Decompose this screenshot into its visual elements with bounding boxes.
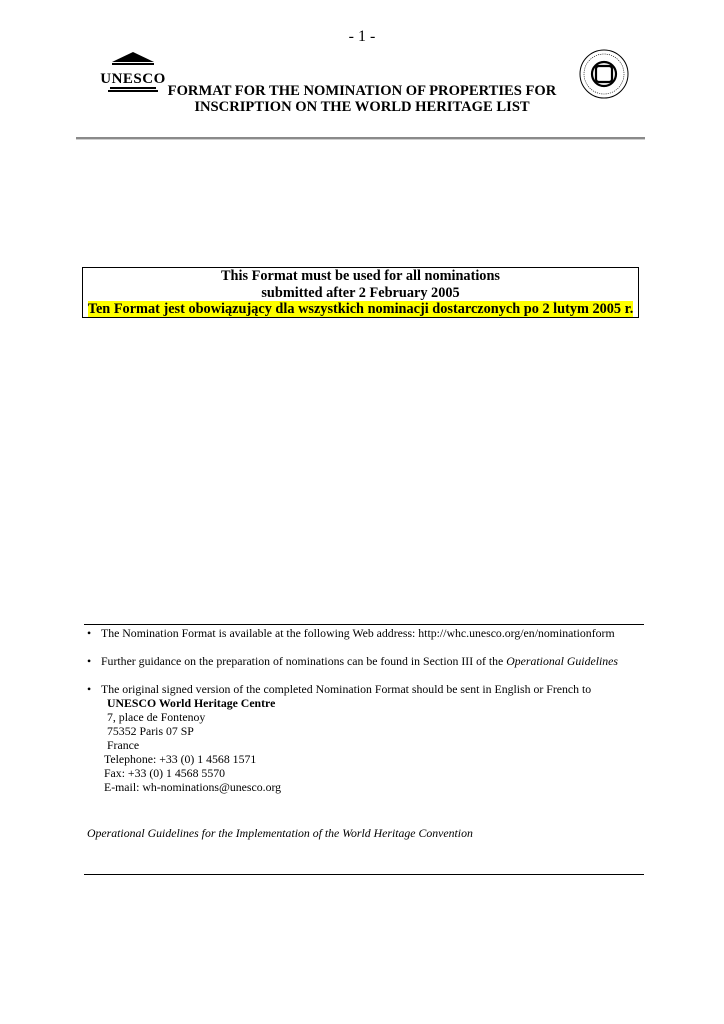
document-title [120, 83, 604, 115]
address-fax: Fax: +33 (0) 1 4568 5570 [104, 766, 226, 780]
header-divider [76, 137, 645, 139]
address-email: E-mail: wh-nominations@unesco.org [104, 780, 282, 794]
notice-line-2: submitted after 2 February 2005 [261, 284, 460, 301]
title-line-2: INSCRIPTION ON THE WORLD HERITAGE LIST [194, 99, 530, 115]
address-street: 7, place de Fontenoy [107, 710, 206, 724]
bullet-symbol: • [87, 626, 92, 640]
bullet-web-address [87, 626, 615, 640]
bullet-text: The Nomination Format is available at the following Web address: http://whc.unesco.org/en/nominationform [101, 626, 615, 640]
bullet-submission [87, 682, 591, 696]
address-telephone: Telephone: +33 (0) 1 4568 1571 [104, 752, 257, 766]
footer-divider-top [84, 624, 644, 625]
notice-line-1: This Format must be used for all nominations [221, 268, 500, 284]
bullet-italic-ref: Operational Guidelines [506, 654, 618, 668]
title-line-1: FORMAT FOR THE NOMINATION OF PROPERTIES FOR [167, 83, 557, 99]
page-number: - 1 - [348, 28, 376, 45]
address-country: France [107, 738, 140, 752]
bullet-guidance [87, 654, 618, 668]
svg-text:UNESCO: UNESCO [100, 71, 166, 87]
notice-line-3-highlighted: Ten Format jest obowiązujący dla wszystkich nominacji dostarczonych po 2 lutym 2005 r. [87, 301, 634, 317]
bullet-symbol: • [87, 682, 92, 696]
notice-box [82, 267, 639, 318]
address-city: 75352 Paris 07 SP [107, 724, 194, 738]
bullet-symbol: • [87, 654, 92, 668]
bullet-text: Further guidance on the preparation of nominations can be found in Section III of the [101, 654, 507, 668]
bullet-text: The original signed version of the completed Nomination Format should be sent in English or French to [101, 682, 592, 696]
guidelines-reference: Operational Guidelines for the Implementation of the World Heritage Convention [87, 826, 473, 840]
address-organisation: UNESCO World Heritage Centre [107, 696, 276, 710]
footer-divider-bottom [84, 874, 644, 875]
